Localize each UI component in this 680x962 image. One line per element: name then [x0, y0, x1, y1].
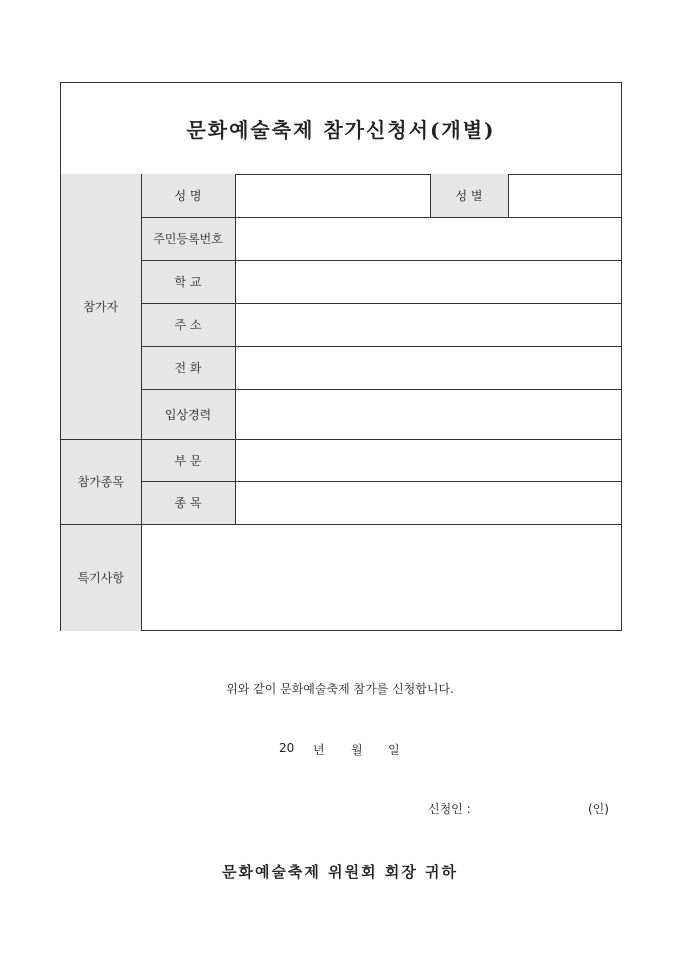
label-event: 종 목	[141, 481, 235, 524]
section-remarks: 특기사항	[61, 524, 141, 631]
section-category: 참가종목	[61, 439, 141, 524]
label-gender: 성 별	[430, 174, 508, 217]
input-gender[interactable]	[508, 174, 621, 217]
statement: 위와 같이 문화예술축제 참가를 신청합니다.	[226, 682, 454, 696]
input-awards[interactable]	[235, 389, 621, 439]
title-band	[61, 83, 621, 175]
form-title: 문화예술축제 참가신청서(개별)	[186, 118, 496, 142]
input-resident-id[interactable]	[235, 217, 621, 260]
input-division[interactable]	[235, 439, 621, 481]
label-name: 성 명	[141, 174, 235, 217]
label-address: 주 소	[141, 303, 235, 346]
label-school: 학 교	[141, 260, 235, 303]
label-resident-id: 주민등록번호	[141, 217, 235, 260]
section-participant: 참가자	[61, 174, 141, 439]
label-division: 부 문	[141, 439, 235, 481]
date-year-prefix: 20	[279, 741, 295, 755]
label-awards: 입상경력	[141, 389, 235, 439]
input-phone[interactable]	[235, 346, 621, 389]
input-name[interactable]	[235, 174, 430, 217]
label-phone: 전 화	[141, 346, 235, 389]
application-form	[60, 82, 622, 631]
input-event[interactable]	[235, 481, 621, 524]
date-month: 월	[351, 743, 363, 757]
addressee: 문화예술축제 위원회 회장 귀하	[221, 863, 459, 881]
input-remarks[interactable]	[141, 524, 621, 631]
input-address[interactable]	[235, 303, 621, 346]
date-day: 일	[388, 743, 400, 757]
applicant-seal: (인)	[588, 802, 609, 816]
form-grid	[61, 174, 621, 631]
applicant-label: 신청인 :	[428, 802, 471, 816]
input-school[interactable]	[235, 260, 621, 303]
date-year: 년	[313, 743, 325, 757]
